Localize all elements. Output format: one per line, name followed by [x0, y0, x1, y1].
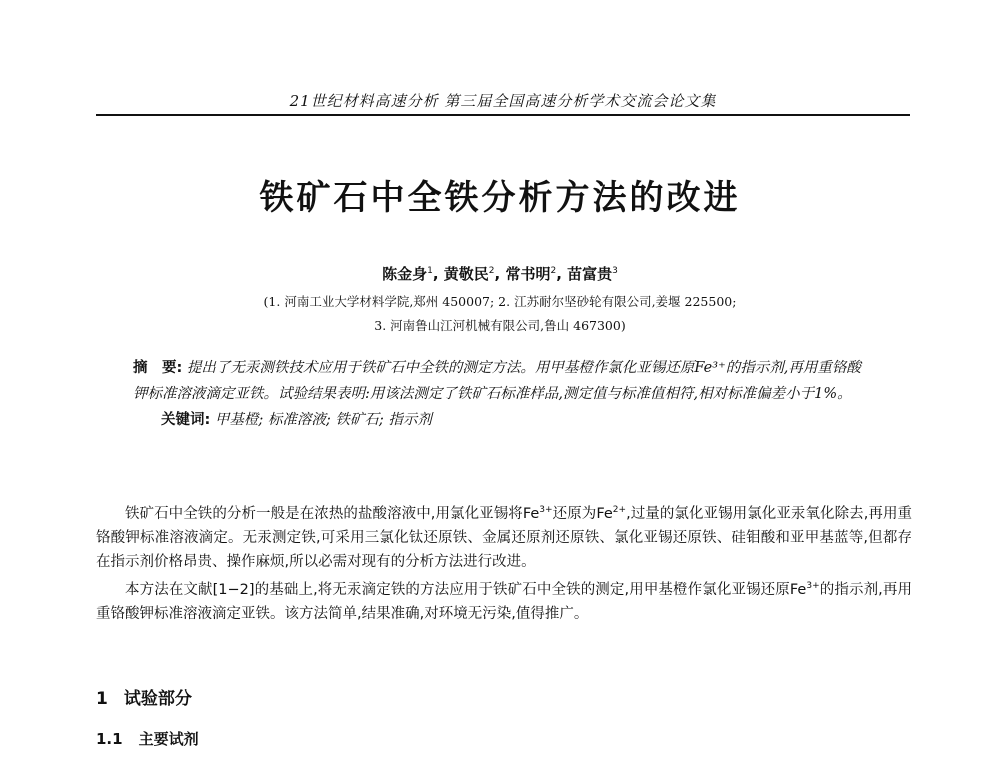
ion-charge: 2+ — [612, 505, 627, 515]
abstract-block — [133, 355, 875, 433]
author-affil-mark: 2 — [488, 266, 495, 276]
header-rule — [96, 114, 910, 116]
author-name: 常书明 — [505, 265, 551, 283]
section-title: 试验部分 — [123, 689, 192, 709]
ion-charge: 3+ — [539, 505, 553, 515]
affiliation-line: (1. 河南工业大学材料学院,郑州 450007; 2. 江苏耐尔坚砂轮有限公司,姜堰 225500; — [263, 294, 737, 309]
author-name: 苗富贵 — [567, 265, 613, 283]
author-list: 陈金身$^1$, 黄敬民$^2$, 常书明$^2$, 苗富贵$^3$ — [382, 265, 618, 283]
abstract-paragraph — [133, 355, 875, 407]
author-affil-mark: 2 — [550, 266, 557, 276]
section-heading — [96, 684, 192, 709]
affiliation-line: 3. 河南鲁山江河机械有限公司,鲁山 467300) — [374, 318, 626, 333]
author-affil-mark: 1 — [427, 266, 433, 276]
subsection-title: 主要试剂 — [138, 730, 199, 748]
abstract-text: 提出了无汞测铁技术应用于铁矿石中全铁的测定方法。用甲基橙作氯化亚锡还原Fe³⁺的指示剂,再用重铬酸钾标准溶液滴定亚铁。试验结果表明:用该法测定了铁矿石标准样品,测定值与标准值相符,相对标准偏差小于1%。 — [133, 360, 861, 402]
author-name: 陈金身 — [382, 265, 428, 283]
author-name: 黄敬民 — [443, 265, 489, 283]
keywords-label: 关键词: — [161, 412, 211, 428]
subsection-number: 1.1 — [96, 730, 123, 748]
body-text — [96, 498, 912, 626]
paper-title: 铁矿石中全铁分析方法的改进 — [259, 178, 741, 218]
keywords-text: 甲基橙; 标准溶液; 铁矿石; 指示剂 — [214, 412, 432, 428]
body-paragraph — [96, 574, 912, 626]
section-number: 1 — [96, 689, 108, 709]
abstract-label: 摘 要: — [133, 360, 183, 376]
running-header: 21世纪材料高速分析 第三届全国高速分析学术交流会论文集 — [289, 92, 717, 110]
body-text-run: 本方法在文献[1−2]的基础上,将无汞滴定铁的方法应用于铁矿石中全铁的测定,用甲基橙作氯化亚锡还原Fe — [125, 581, 807, 598]
author-affil-mark: 3 — [612, 266, 618, 276]
body-text-run: 的指示剂,再用重铬酸钾标准溶液滴定亚铁。该方法简单,结果准确,对环境无污染,值得推广。 — [96, 581, 912, 622]
body-text-run: 铁矿石中全铁的分析一般是在浓热的盐酸溶液中,用氯化亚锡将Fe — [125, 505, 540, 522]
subsection-heading — [96, 728, 199, 749]
body-text-run: 还原为Fe — [552, 505, 613, 522]
body-text-run: ,过量的氯化亚锡用氯化亚汞氧化除去,再用重铬酸钾标准溶液滴定。无汞测定铁,可采用三氯化钛还原铁、金属还原剂还原铁、氯化亚锡还原铁、硅钼酸和亚甲基蓝等,但都存在指示剂价格昂贵、操作麻烦,所以必需对现有的分析方法进行改进。 — [96, 505, 913, 570]
body-paragraph — [96, 498, 912, 574]
keywords-line — [133, 407, 875, 433]
ion-charge: 3+ — [806, 580, 820, 591]
